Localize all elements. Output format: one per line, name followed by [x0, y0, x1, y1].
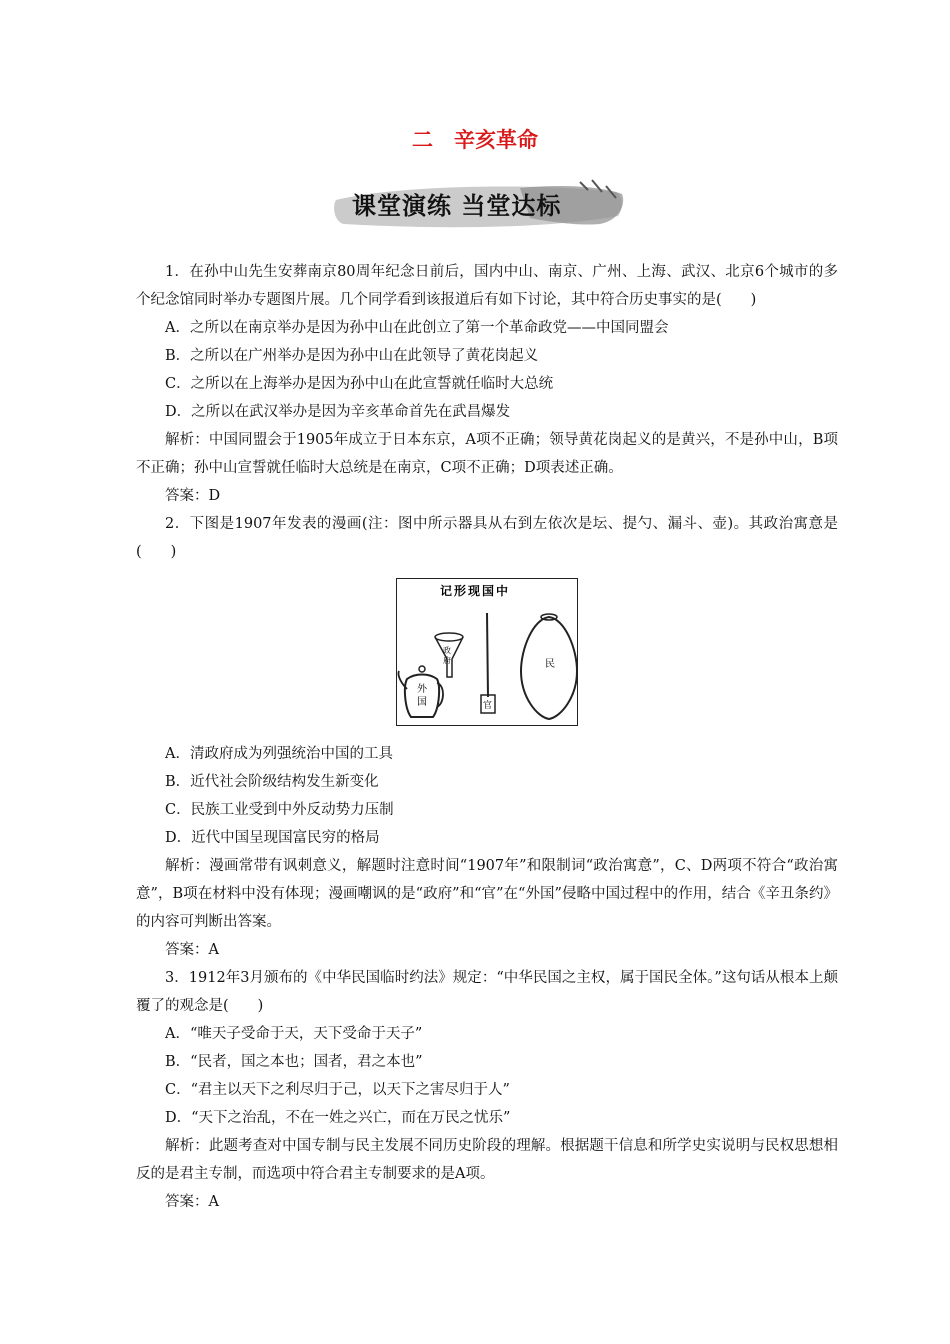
funnel-rim [435, 633, 463, 641]
question-3-answer: 答案：A [165, 1194, 219, 1210]
question-3-option-a: A．“唯天子受命于天，天下受命于天子” [165, 1026, 423, 1042]
pot-lid-knob [419, 666, 425, 672]
cartoon-drawing [397, 579, 577, 725]
pot-label-bottom: 国 [417, 697, 427, 708]
pot-body [405, 675, 439, 718]
question-1-option-c: C．之所以在上海举办是因为孙中山在此宣誓就任临时大总统 [165, 376, 554, 392]
funnel-label-top: 政 [443, 646, 451, 655]
ladle-handle [487, 613, 488, 697]
question-2-analysis: 解析：漫画常带有讽刺意义，解题时注意时间“1907年”和限制词“政治寓意”，C、D两项不符合“政治寓意”，B项在材料中没有体现；漫画嘲讽的是“政府”和“官”在“外国”侵略中国过程中的作用，结合《辛丑条约》的内容可判断出答案。 [136, 858, 838, 930]
pot-label-top: 外 [417, 684, 427, 695]
cup-label: 官 [483, 701, 493, 711]
question-1-answer: 答案：D [165, 488, 221, 504]
question-2-option-a: A．清政府成为列强统治中国的工具 [165, 746, 393, 762]
question-1-analysis: 解析：中国同盟会于1905年成立于日本东京，A项不正确；领导黄花岗起义的是黄兴，不是孙中山，B项不正确；孙中山宣誓就任临时大总统是在南京，C项不正确；D项表述正确。 [136, 432, 838, 476]
question-2-answer: 答案：A [165, 942, 219, 958]
question-1-option-b: B．之所以在广州举办是因为孙中山在此领导了黄花岗起义 [165, 348, 539, 364]
question-2-option-b: B．近代社会阶级结构发生新变化 [165, 774, 379, 790]
page-title: 二 辛亥革命 [412, 128, 538, 152]
section-banner [330, 178, 630, 234]
question-2-option-d: D．近代中国呈现国富民穷的格局 [165, 830, 380, 846]
urn-label: 民 [545, 659, 555, 670]
question-3-stem: 3．1912年3月颁布的《中华民国临时约法》规定：“中华民国之主权，属于国民全体。”这句话从根本上颠覆了的观念是( ) [136, 970, 838, 1014]
question-2-stem: 2．下图是1907年发表的漫画(注：图中所示器具从右到左依次是坛、提勺、漏斗、壶)。其政治寓意是( ) [136, 516, 838, 560]
question-3-option-d: D．“天下之治乱，不在一姓之兴亡，而在万民之忧乐” [165, 1110, 511, 1126]
exercise-content [136, 258, 838, 1216]
question-3-analysis: 解析：此题考查对中国专制与民主发展不同历史阶段的理解。根据题干信息和所学史实说明与民权思想相反的是君主专制，而选项中符合君主专制要求的是A项。 [136, 1138, 838, 1182]
question-1-option-a: A．之所以在南京举办是因为孙中山在此创立了第一个革命政党——中国同盟会 [165, 320, 669, 336]
question-3-option-b: B．“民者，国之本也；国者，君之本也” [165, 1054, 423, 1070]
banner-label: 课堂演练 当堂达标 [352, 192, 562, 220]
question-1-option-d: D．之所以在武汉举办是因为辛亥革命首先在武昌爆发 [165, 404, 511, 420]
question-2-option-c: C．民族工业受到中外反动势力压制 [165, 802, 394, 818]
question-1-stem: 1．在孙中山先生安葬南京80周年纪念日前后，国内中山、南京、广州、上海、武汉、北京6个城市的多个纪念馆同时举办专题图片展。几个同学看到该报道后有如下讨论，其中符合历史事实的是( ) [136, 264, 838, 308]
funnel-label-bottom: 府 [443, 656, 451, 665]
question-3-option-c: C．“君主以天下之利尽归于己，以天下之害尽归于人” [165, 1082, 510, 1098]
cartoon-figure [396, 578, 578, 726]
cartoon-caption: 记形现国中 [439, 584, 511, 598]
